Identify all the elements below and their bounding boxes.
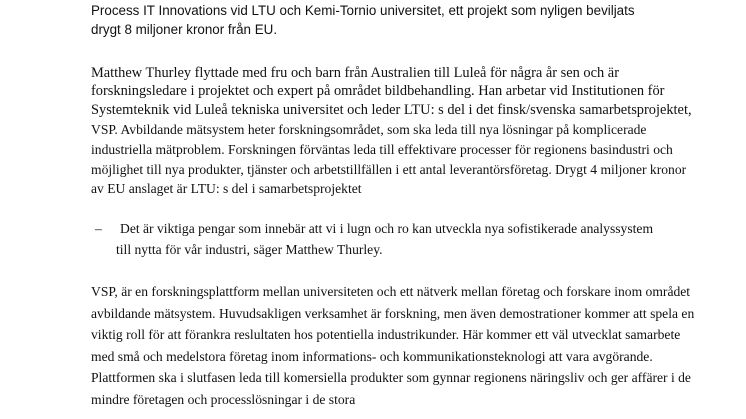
paragraph-line: forskningsledare i projektet och expert på området bildbehandling. Han arbetar vid Institutionen för bbox=[91, 83, 665, 99]
paragraph-line: Matthew Thurley flyttade med fru och barn från Australien till Luleå för några år sen och är bbox=[91, 65, 619, 81]
body-paragraph-vsp bbox=[91, 281, 694, 410]
ingress-line: drygt 8 miljoner kronor från EU. bbox=[91, 22, 278, 37]
paragraph-line: mindre företagen och processlösningar i de stora bbox=[91, 391, 356, 407]
paragraph-line: Plattformen ska i slutfasen leda till komersiella produkter som gynnar regionens näringsliv och ger affärer i de bbox=[91, 370, 691, 385]
paragraph-line: Systemteknik vid Luleå tekniska universitet och leder LTU: s del i det finsk/svenska samarbetsprojektet, bbox=[91, 102, 692, 118]
paragraph-line: möjlighet till nya produkter, tjänster och arbetstillfällen i ett antal leverantörsföretag. Drygt 4 miljoner kronor bbox=[91, 161, 687, 177]
paragraph-line: avbildande mätsystem. Huvudsakligen verksamhet är forskning, men även demostrationer kommer att spela en bbox=[91, 305, 695, 321]
quote-dash: – bbox=[95, 221, 102, 236]
quote-line: till nytta för vår industri, säger Matthew Thurley. bbox=[116, 242, 383, 257]
ingress-paragraph bbox=[91, 1, 711, 39]
quote-line: Det är viktiga pengar som innebär att vi i lugn och ro kan utveckla nya sofistikerade analyssystem bbox=[120, 221, 654, 236]
ingress-line: Process IT Innovations vid LTU och Kemi-Tornio universitet, ett projekt som nyligen beviljats bbox=[91, 3, 635, 18]
paragraph-line: VSP. Avbildande mätsystem heter forskningsområdet, som ska leda till nya lösningar på komplicerade bbox=[91, 122, 647, 137]
paragraph-line: industriella mätproblem. Forskningen förväntas leda till effektivare processer för regionens basindustri och bbox=[91, 141, 673, 157]
paragraph-line: med små och medelstora företag inom informations- och kommunikationsteknologi att vara avgörande. bbox=[91, 348, 653, 364]
paragraph-line: VSP, är en forskningsplattform mellan universiteten och ett nätverk mellan företag och forskare inom området bbox=[91, 284, 691, 299]
body-paragraph-thurley bbox=[91, 64, 692, 199]
paragraph-line: viktig roll för att förankra reslultaten hos potentiella industrikunder. Här kommer ett väl utvecklat samarbete bbox=[91, 327, 681, 342]
paragraph-line: av EU anslaget är LTU: s del i samarbetsprojektet bbox=[91, 181, 362, 197]
